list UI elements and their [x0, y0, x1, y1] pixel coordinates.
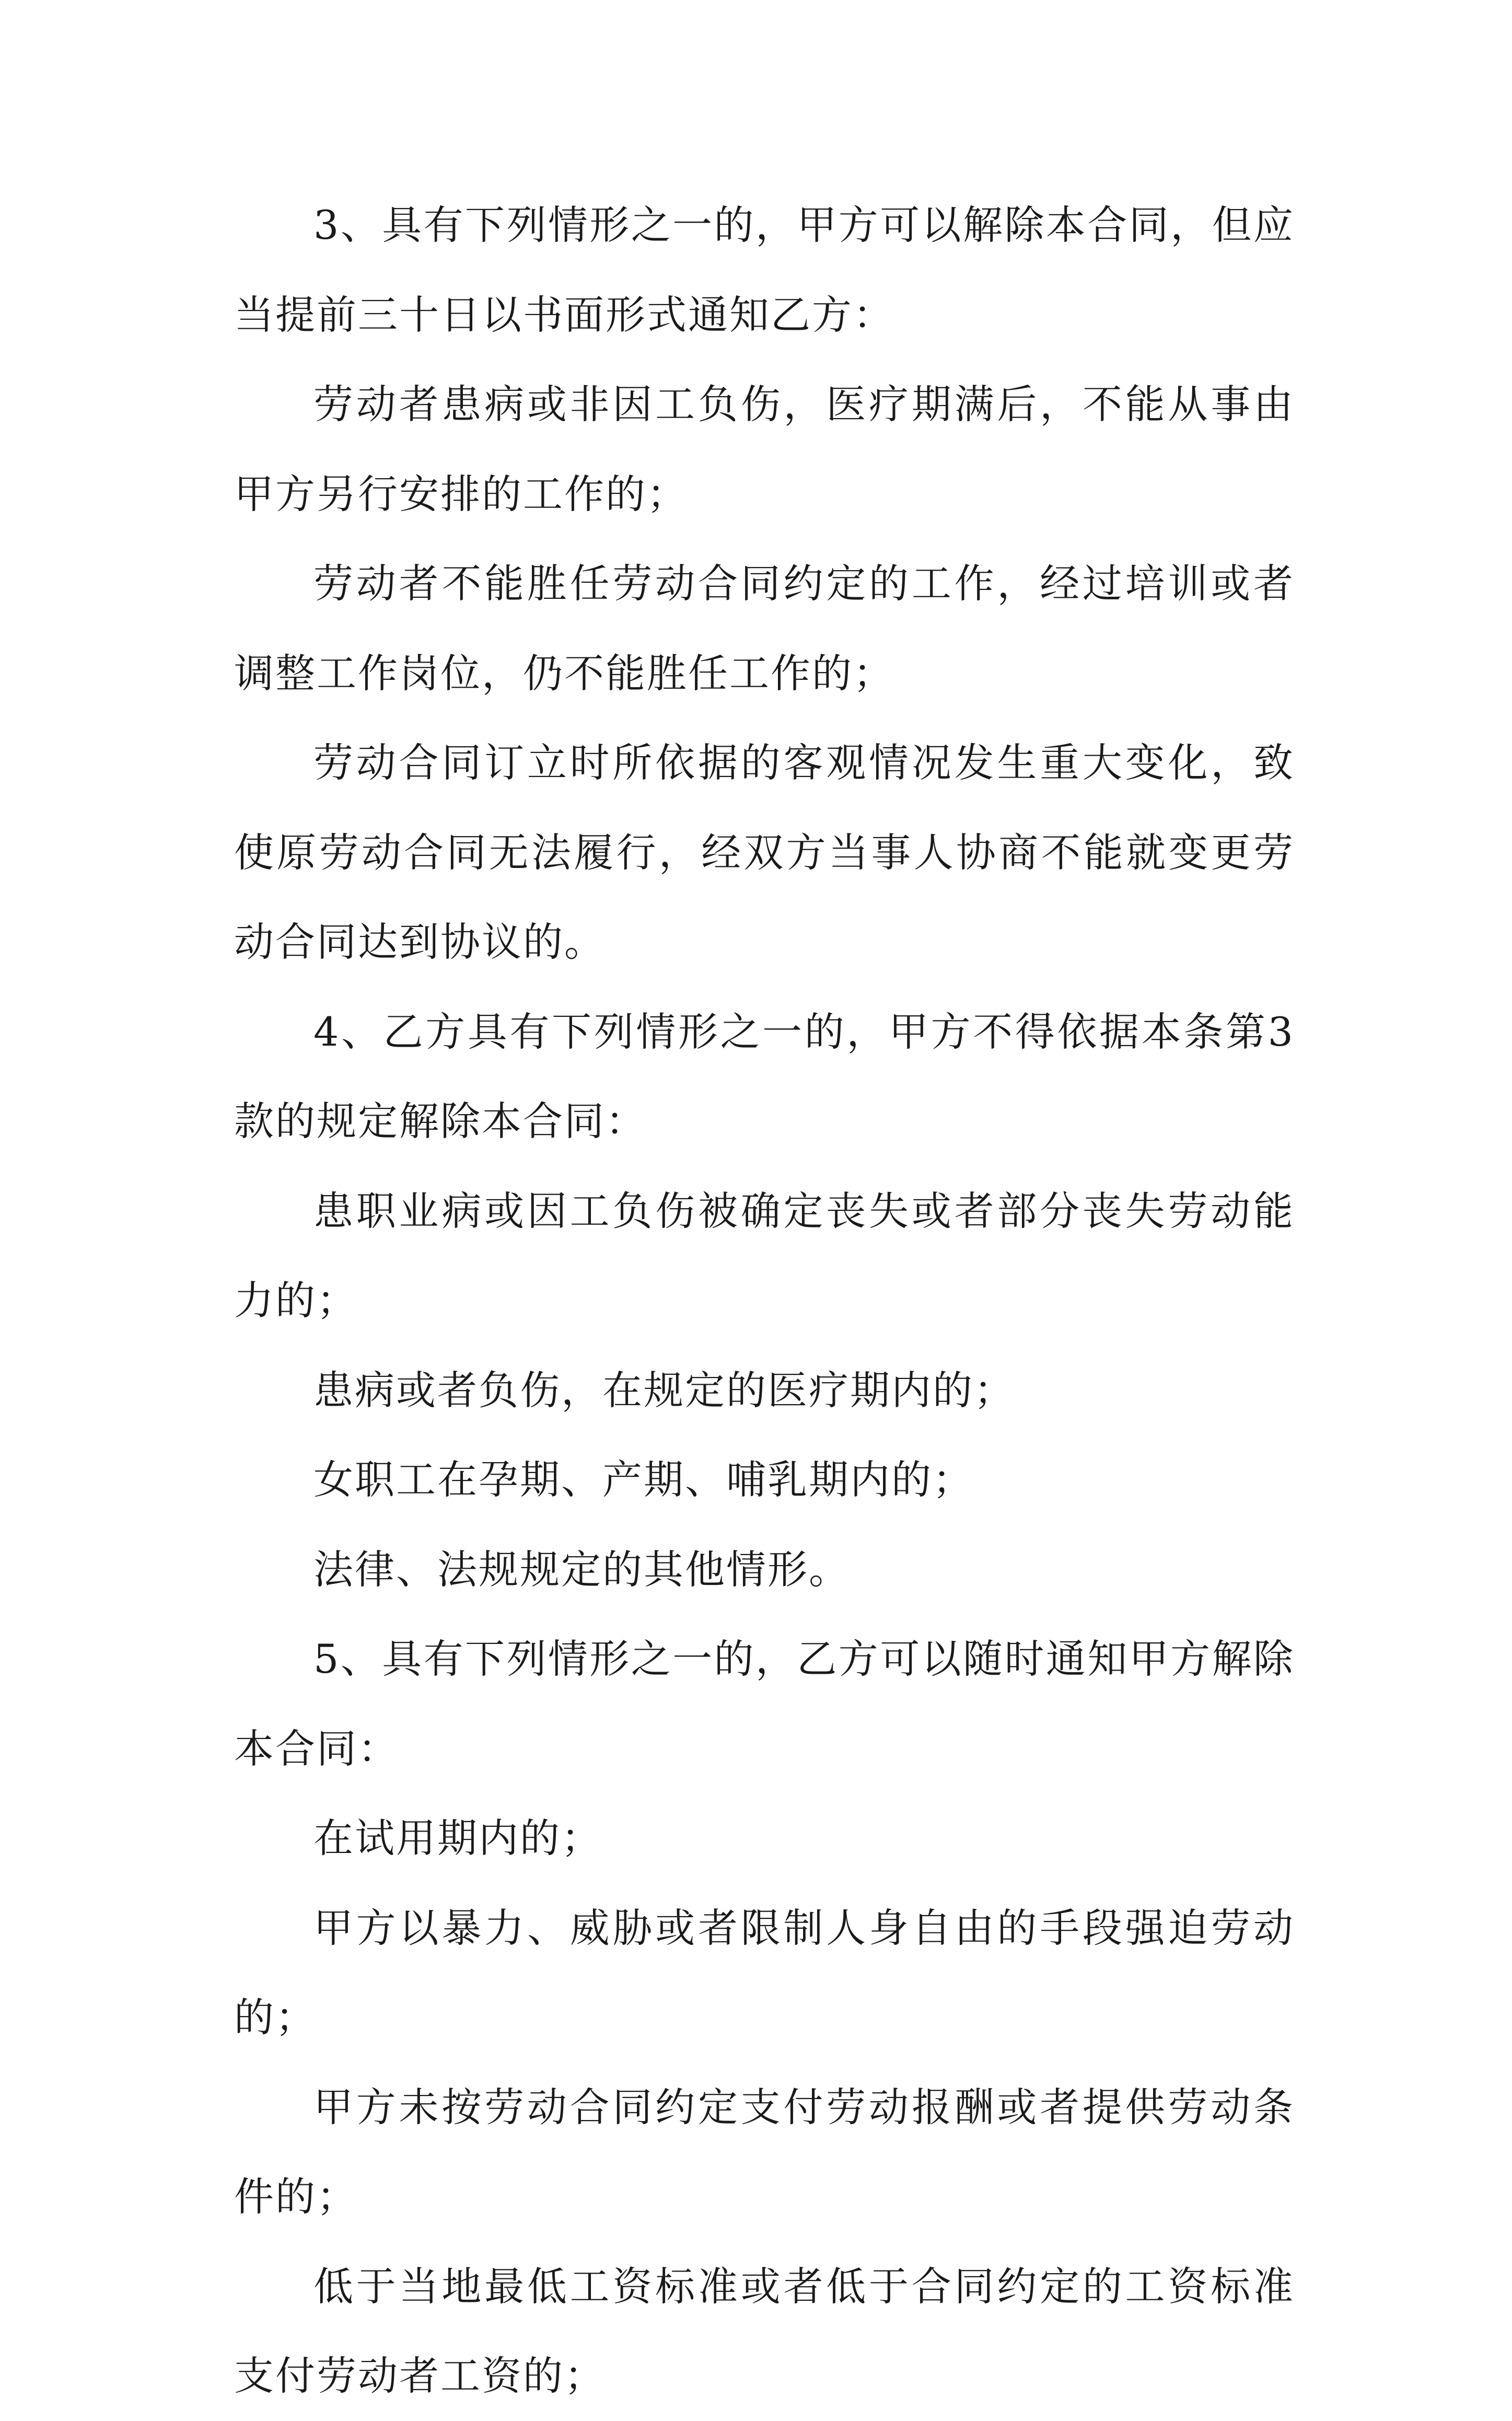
document-body [234, 180, 1295, 2421]
clause-4-intro: 4、乙方具有下列情形之一的，甲方不得依据本条第3款的规定解除本合同： [234, 1008, 1295, 1144]
clause-5-item-forced-labor: 甲方以暴力、威胁或者限制人身自由的手段强迫劳动的； [234, 1904, 1295, 2041]
clause-5-item-low-wage: 低于当地最低工资标准或者低于合同约定的工资标准支付劳动者工资的； [234, 2263, 1295, 2399]
clause-4-item-medical-period: 患病或者负伤，在规定的医疗期内的； [313, 1366, 1015, 1414]
clause-4-item-occupational-disease: 患职业病或因工负伤被确定丧失或者部分丧失劳动能力的； [234, 1187, 1295, 1324]
clause-3-item-circumstance-change: 劳动合同订立时所依据的客观情况发生重大变化，致使原劳动合同无法履行，经双方当事人协商不能就变更劳动合同达到协议的。 [234, 739, 1295, 965]
clause-4-item-pregnancy: 女职工在孕期、产期、哺乳期内的； [313, 1456, 974, 1503]
clause-3-item-illness: 劳动者患病或非因工负伤，医疗期满后，不能从事由甲方另行安排的工作的； [234, 381, 1295, 517]
clause-5-item-probation: 在试用期内的； [313, 1815, 602, 1861]
clause-4-item-other: 法律、法规规定的其他情形。 [313, 1546, 850, 1593]
clause-3-intro: 3、具有下列情形之一的，甲方可以解除本合同，但应当提前三十日以书面形式通知乙方： [234, 202, 1295, 338]
clause-5-item-unpaid: 甲方未按劳动合同约定支付劳动报酬或者提供劳动条件的； [234, 2083, 1295, 2220]
clause-5-intro: 5、具有下列情形之一的，乙方可以随时通知甲方解除本合同： [234, 1636, 1295, 1772]
clause-3-item-incompetence: 劳动者不能胜任劳动合同约定的工作，经过培训或者调整工作岗位，仍不能胜任工作的； [234, 560, 1295, 697]
